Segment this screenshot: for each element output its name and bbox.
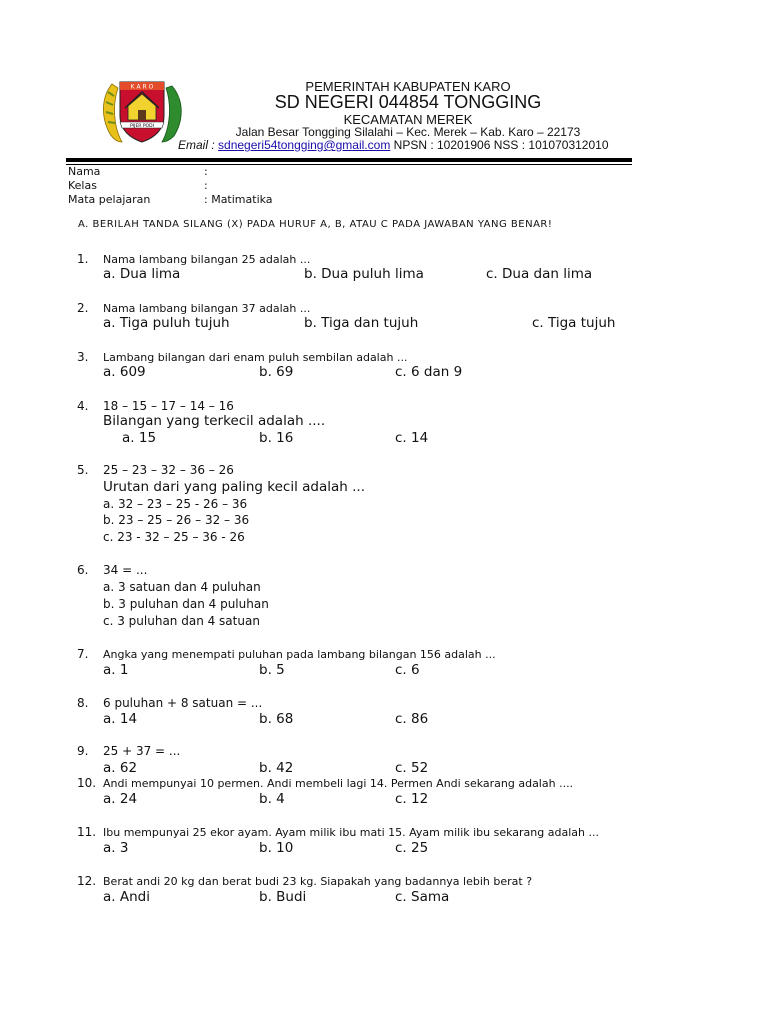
option-c[interactable]: c. Sama <box>395 889 450 905</box>
section-a-instruction: A. BERILAH TANDA SILANG (X) PADA HURUF A, B, ATAU C PADA JAWABAN YANG BENAR! <box>78 219 553 230</box>
option-a[interactable]: a. 32 – 23 – 25 - 26 – 36 <box>103 497 248 511</box>
option-b[interactable]: b. Dua puluh lima <box>304 266 424 282</box>
option-a[interactable]: a. 3 <box>103 840 129 856</box>
government-title: PEMERINTAH KABUPATEN KARO <box>305 79 511 94</box>
question-subtext: Urutan dari yang paling kecil adalah ... <box>103 479 365 495</box>
option-b[interactable]: b. 23 – 25 – 26 – 32 – 36 <box>103 513 250 527</box>
option-c[interactable]: c. 6 <box>395 662 420 678</box>
option-b[interactable]: b. 5 <box>259 662 285 678</box>
option-b[interactable]: b. 16 <box>259 430 294 446</box>
option-c[interactable]: c. 12 <box>395 791 429 807</box>
school-name: SD NEGERI 044854 TONGGING <box>274 92 542 112</box>
option-c[interactable]: c. 86 <box>395 711 429 727</box>
nama-label: Nama <box>68 165 101 178</box>
option-a[interactable]: a. 3 satuan dan 4 puluhan <box>103 580 261 594</box>
school-address: Jalan Besar Tongging Silalahi – Kec. Merek – Kab. Karo – 22173 <box>235 125 581 139</box>
question-text: Nama lambang bilangan 37 adalah ... <box>103 302 311 315</box>
question-text: 6 puluhan + 8 satuan = ... <box>103 696 263 710</box>
option-c[interactable]: c. Dua dan lima <box>486 266 593 282</box>
option-a[interactable]: a. 14 <box>103 711 138 727</box>
option-c[interactable]: c. 3 puluhan dan 4 satuan <box>103 614 260 628</box>
question-number: 2. <box>77 301 89 315</box>
question-text: Nama lambang bilangan 25 adalah ... <box>103 253 311 266</box>
option-c[interactable]: c. 52 <box>395 760 429 776</box>
question-subtext: Bilangan yang terkecil adalah .... <box>103 413 326 429</box>
option-c[interactable]: c. 25 <box>395 840 429 856</box>
question-number: 8. <box>77 696 89 710</box>
logo-text-bottom: PIJER PODI <box>130 124 154 129</box>
option-a[interactable]: a. 62 <box>103 760 138 776</box>
option-a[interactable]: a. 15 <box>122 430 157 446</box>
question-number: 11. <box>77 825 97 839</box>
option-c[interactable]: c. Tiga tujuh <box>532 315 616 331</box>
question-number: 9. <box>77 744 89 758</box>
question-number: 5. <box>77 463 89 477</box>
question-text: 18 – 15 – 17 – 14 – 16 <box>103 399 234 413</box>
kelas-label: Kelas <box>68 179 97 192</box>
option-b[interactable]: b. 10 <box>259 840 294 856</box>
question-text: Ibu mempunyai 25 ekor ayam. Ayam milik ibu mati 15. Ayam milik ibu sekarang adalah ... <box>103 826 599 839</box>
option-b[interactable]: b. 69 <box>259 364 294 380</box>
mapel-value: : Matimatika <box>204 193 273 206</box>
option-a[interactable]: a. Andi <box>103 889 150 905</box>
nama-field[interactable]: : <box>204 165 208 178</box>
option-c[interactable]: c. 14 <box>395 430 429 446</box>
option-b[interactable]: b. Tiga dan tujuh <box>304 315 419 331</box>
question-text: 25 + 37 = ... <box>103 744 181 758</box>
option-a[interactable]: a. 24 <box>103 791 138 807</box>
logo-text-top: K A R O <box>130 83 154 91</box>
kelas-field[interactable]: : <box>204 179 208 192</box>
question-text: 34 = ... <box>103 563 148 577</box>
option-b[interactable]: b. 4 <box>259 791 285 807</box>
question-number: 12. <box>77 874 97 888</box>
question-number: 6. <box>77 563 89 577</box>
option-a[interactable]: a. 1 <box>103 662 129 678</box>
option-b[interactable]: b. Budi <box>259 889 307 905</box>
mapel-label: Mata pelajaran <box>68 193 151 206</box>
question-number: 1. <box>77 252 89 266</box>
question-text: Andi mempunyai 10 permen. Andi membeli lagi 14. Permen Andi sekarang adalah .... <box>103 777 574 790</box>
email-link[interactable]: sdnegeri54tongging@gmail.com <box>218 138 391 152</box>
question-text: Berat andi 20 kg dan berat budi 23 kg. Siapakah yang badannya lebih berat ? <box>103 875 533 888</box>
question-number: 4. <box>77 399 89 413</box>
option-b[interactable]: b. 68 <box>259 711 294 727</box>
option-a[interactable]: a. Tiga puluh tujuh <box>103 315 230 331</box>
header-divider-thin <box>66 164 632 165</box>
option-b[interactable]: b. 42 <box>259 760 294 776</box>
question-number: 10. <box>77 776 97 790</box>
school-ids: NPSN : 10201906 NSS : 101070312010 <box>390 138 609 152</box>
question-text: Angka yang menempati puluhan pada lambang bilangan 156 adalah ... <box>103 648 496 661</box>
question-text: 25 – 23 – 32 – 36 – 26 <box>103 463 234 477</box>
option-b[interactable]: b. 3 puluhan dan 4 puluhan <box>103 597 269 611</box>
question-number: 3. <box>77 350 89 364</box>
option-c[interactable]: c. 23 - 32 – 25 – 36 - 26 <box>103 530 245 544</box>
contact-line <box>178 138 609 152</box>
option-a[interactable]: a. Dua lima <box>103 266 181 282</box>
district-name: KECAMATAN MEREK <box>343 112 473 127</box>
question-number: 7. <box>77 647 89 661</box>
email-label: Email : <box>178 138 215 152</box>
header-divider-thick <box>66 158 632 162</box>
question-text: Lambang bilangan dari enam puluh sembilan adalah ... <box>103 351 408 364</box>
option-c[interactable]: c. 6 dan 9 <box>395 364 463 380</box>
option-a[interactable]: a. 609 <box>103 364 146 380</box>
